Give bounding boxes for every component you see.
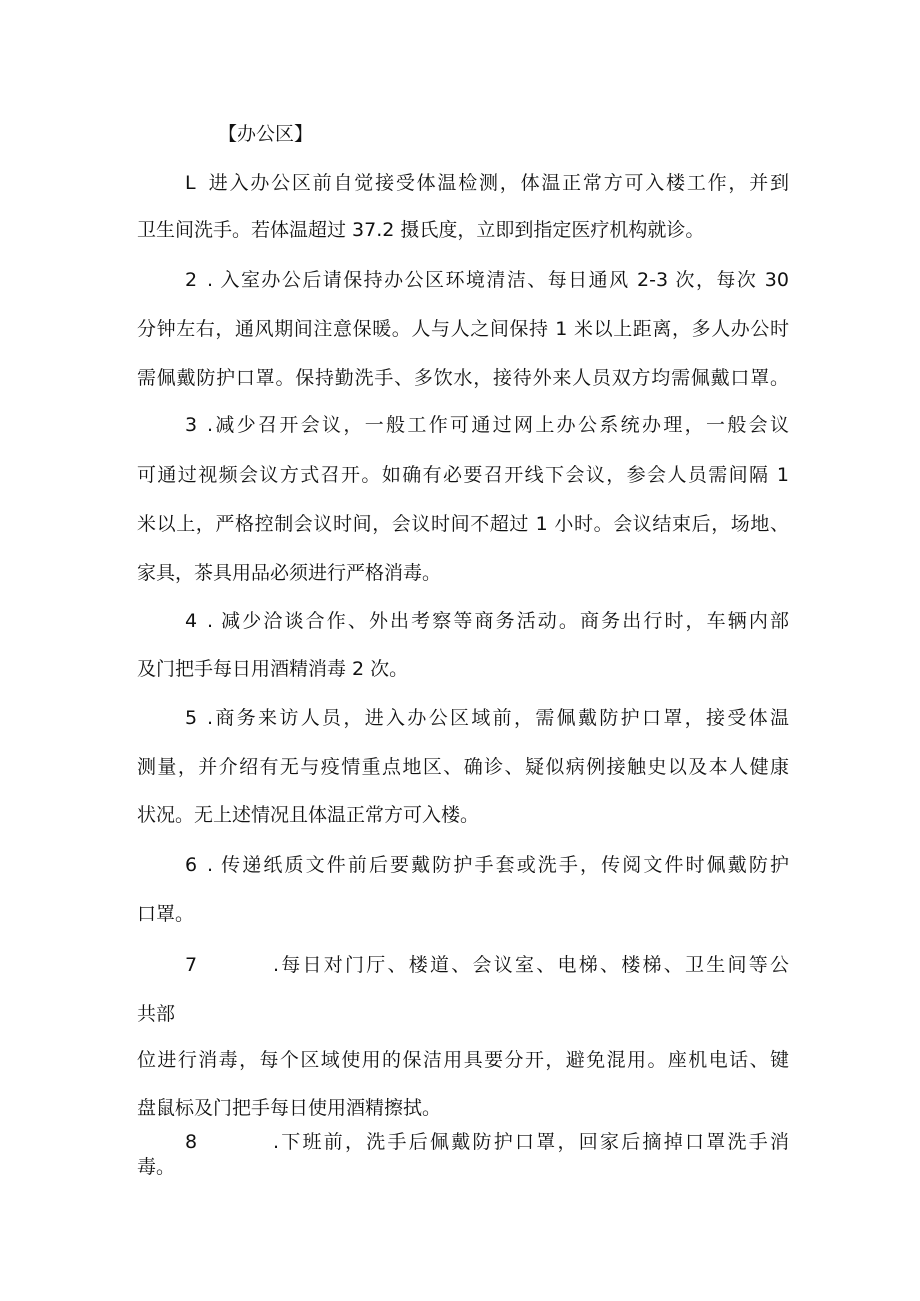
item-2-number: 2 bbox=[185, 269, 198, 291]
item-7-text-1: .每日对门厅、楼道、会议室、电梯、楼梯、卫生间等公 bbox=[273, 954, 789, 976]
item-8-text-1: .下班前，洗手后佩戴防护口罩，回家后摘掉口罩洗手消 bbox=[273, 1131, 789, 1153]
item-5-number: 5 bbox=[185, 707, 198, 729]
item-8-line-2: 毒。 bbox=[137, 1156, 176, 1178]
item-3-line-1 bbox=[185, 413, 789, 437]
item-3-text-1: .减少召开会议，一般工作可通过网上办公系统办理，一般会议 bbox=[207, 414, 789, 436]
item-2-line-3: 需佩戴防护口罩。保持勤洗手、多饮水，接待外来人员双方均需佩戴口罩。 bbox=[137, 367, 789, 389]
section-heading: 【办公区】 bbox=[218, 123, 314, 145]
item-4-line-1 bbox=[185, 609, 789, 633]
item-2-line-1 bbox=[185, 268, 789, 292]
item-8-line-1 bbox=[185, 1130, 789, 1154]
item-3-line-2: 可通过视频会议方式召开。如确有必要召开线下会议，参会人员需间隔 1 bbox=[137, 464, 789, 486]
item-4-text-1: . 减少洽谈合作、外出考察等商务活动。商务出行时，车辆内部 bbox=[207, 610, 789, 632]
item-3-number: 3 bbox=[185, 414, 198, 436]
item-5-line-2: 测量，并介绍有无与疫情重点地区、确诊、疑似病例接触史以及本人健康 bbox=[137, 756, 789, 778]
item-6-text-1: . 传递纸质文件前后要戴防护手套或洗手，传阅文件时佩戴防护 bbox=[207, 854, 789, 876]
item-5-line-3: 状况。无上述情况且体温正常方可入楼。 bbox=[137, 804, 480, 826]
item-7-line-3: 位进行消毒，每个区域使用的保洁用具要分开，避免混用。座机电话、键 bbox=[137, 1049, 789, 1071]
item-4-line-2: 及门把手每日用酒精消毒 2 次。 bbox=[137, 658, 409, 680]
item-4-number: 4 bbox=[185, 610, 198, 632]
item-6-number: 6 bbox=[185, 854, 198, 876]
item-3-line-3: 米以上，严格控制会议时间，会议时间不超过 1 小时。会议结束后，场地、 bbox=[137, 513, 789, 535]
item-1-line-1 bbox=[185, 171, 789, 195]
item-2-text-1: . 入室办公后请保持办公区环境清洁、每日通风 2-3 次，每次 30 bbox=[207, 269, 789, 291]
item-3-line-4: 家具，茶具用品必须进行严格消毒。 bbox=[137, 562, 442, 584]
item-6-line-2: 口罩。 bbox=[137, 903, 195, 925]
item-1-line-2: 卫生间洗手。若体温超过 37.2 摄氏度，立即到指定医疗机构就诊。 bbox=[137, 219, 705, 241]
item-5-text-1: .商务来访人员，进入办公区域前，需佩戴防护口罩，接受体温 bbox=[207, 707, 789, 729]
item-8-number: 8 bbox=[185, 1131, 198, 1153]
item-1-number: L bbox=[185, 172, 196, 194]
item-7-line-4: 盘鼠标及门把手每日使用酒精擦拭。 bbox=[137, 1097, 442, 1119]
item-1-text-1: 进入办公区前自觉接受体温检测，体温正常方可入楼工作，并到 bbox=[207, 172, 789, 194]
item-6-line-1 bbox=[185, 853, 789, 877]
item-7-number: 7 bbox=[185, 954, 198, 976]
item-5-line-1 bbox=[185, 706, 789, 730]
item-7-line-2: 共部 bbox=[137, 1003, 176, 1025]
item-7-line-1 bbox=[185, 953, 789, 977]
item-2-line-2: 分钟左右，通风期间注意保暖。人与人之间保持 1 米以上距离，多人办公时 bbox=[137, 318, 789, 340]
